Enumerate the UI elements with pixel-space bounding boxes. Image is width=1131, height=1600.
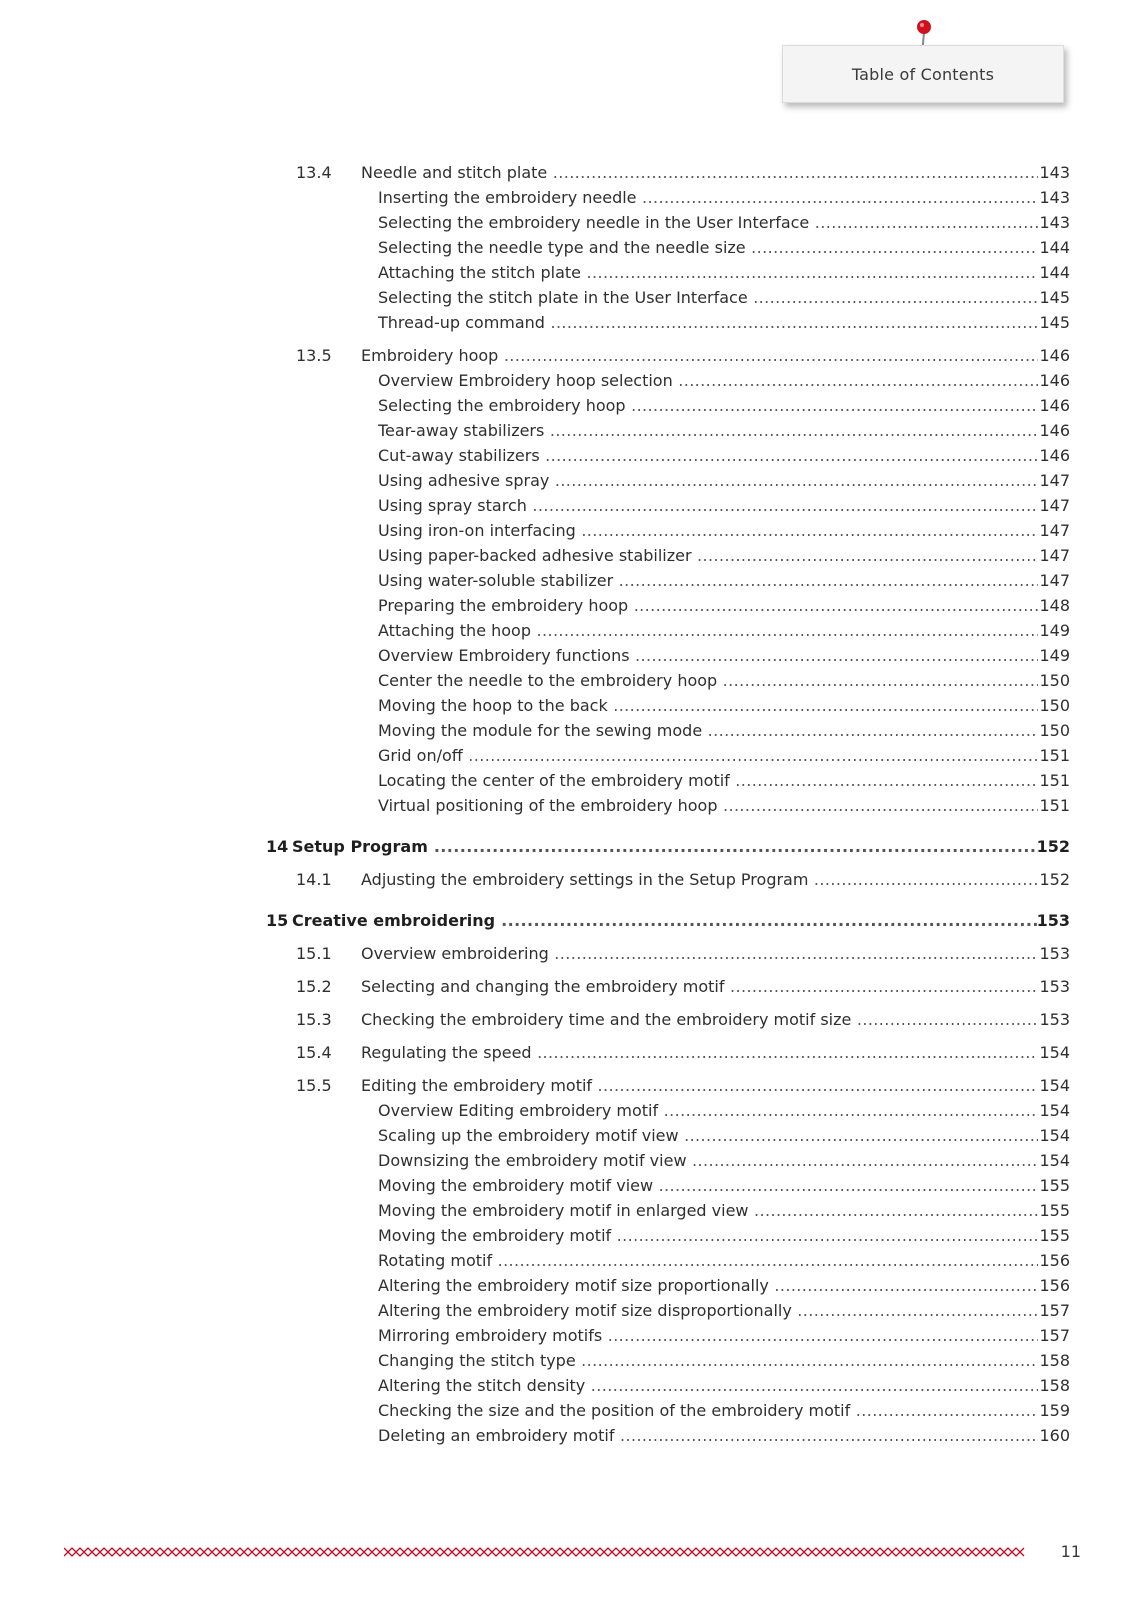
toc-entry[interactable]	[266, 618, 1070, 643]
toc-entry[interactable]	[266, 1348, 1070, 1373]
toc-entry[interactable]	[266, 643, 1070, 668]
toc-page-number: 146	[1039, 396, 1070, 415]
toc-title: Adjusting the embroidery settings in the Setup Program .....	[361, 867, 1038, 892]
toc-number: 14	[266, 837, 289, 856]
toc-page-number: 153	[1039, 1010, 1070, 1029]
toc-section[interactable]	[266, 867, 1070, 892]
toc-title: Creative embroidering .....	[292, 908, 1038, 933]
toc-entry[interactable]	[266, 468, 1070, 493]
toc-entry[interactable]	[266, 693, 1070, 718]
toc-entry[interactable]	[266, 568, 1070, 593]
toc-title: Locating the center of the embroidery motif .....	[378, 768, 1038, 793]
toc-title: Selecting the stitch plate in the User Interface .....	[378, 285, 1038, 310]
toc-page-number: 147	[1039, 571, 1070, 590]
toc-title: Inserting the embroidery needle .....	[378, 185, 1038, 210]
section-tab	[782, 45, 1064, 103]
toc-page-number: 143	[1039, 163, 1070, 182]
toc-entry[interactable]	[266, 1223, 1070, 1248]
toc-entry[interactable]	[266, 1273, 1070, 1298]
toc-title: Moving the embroidery motif .....	[378, 1223, 1038, 1248]
toc-title: Checking the embroidery time and the embroidery motif size .....	[361, 1007, 1038, 1032]
toc-title: Center the needle to the embroidery hoop .....	[378, 668, 1038, 693]
toc-title: Thread-up command .....	[378, 310, 1038, 335]
toc-entry[interactable]	[266, 1173, 1070, 1198]
toc-title: Embroidery hoop .....	[361, 343, 1038, 368]
toc-title: Attaching the stitch plate .....	[378, 260, 1038, 285]
toc-entry[interactable]	[266, 1423, 1070, 1448]
toc-title: Rotating motif .....	[378, 1248, 1038, 1273]
toc-page-number: 154	[1039, 1101, 1070, 1120]
toc-entry[interactable]	[266, 418, 1070, 443]
toc-entry[interactable]	[266, 593, 1070, 618]
toc-entry[interactable]	[266, 1323, 1070, 1348]
toc-number: 15.3	[296, 1010, 332, 1029]
toc-title: Moving the embroidery motif view .....	[378, 1173, 1038, 1198]
toc-page-number: 143	[1039, 213, 1070, 232]
toc-title: Setup Program .....	[292, 834, 1038, 859]
toc-title: Mirroring embroidery motifs .....	[378, 1323, 1038, 1348]
toc-page-number: 144	[1039, 238, 1070, 257]
toc-title: Virtual positioning of the embroidery hoop .....	[378, 793, 1038, 818]
toc-chapter[interactable]	[266, 908, 1070, 933]
toc-number: 15.2	[296, 977, 332, 996]
toc-page-number: 151	[1039, 746, 1070, 765]
toc-entry[interactable]	[266, 185, 1070, 210]
toc-section[interactable]	[266, 343, 1070, 368]
toc-page-number: 149	[1039, 646, 1070, 665]
toc-section[interactable]	[266, 974, 1070, 999]
toc-title: Overview Embroidery functions .....	[378, 643, 1038, 668]
toc-number: 15	[266, 911, 289, 930]
toc-entry[interactable]	[266, 210, 1070, 235]
toc-title: Needle and stitch plate .....	[361, 160, 1038, 185]
toc-page-number: 152	[1039, 870, 1070, 889]
toc-entry[interactable]	[266, 518, 1070, 543]
toc-page-number: 155	[1039, 1201, 1070, 1220]
toc-title: Altering the embroidery motif size disproportionally .....	[378, 1298, 1038, 1323]
toc-entry[interactable]	[266, 1148, 1070, 1173]
toc-page-number: 147	[1039, 521, 1070, 540]
toc-title: Altering the stitch density .....	[378, 1373, 1038, 1398]
toc-entry[interactable]	[266, 718, 1070, 743]
toc-page-number: 158	[1039, 1376, 1070, 1395]
toc-page-number: 145	[1039, 313, 1070, 332]
toc-section[interactable]	[266, 941, 1070, 966]
table-of-contents	[266, 160, 1070, 1448]
toc-title: Downsizing the embroidery motif view .....	[378, 1148, 1038, 1173]
toc-title: Overview embroidering .....	[361, 941, 1038, 966]
toc-entry[interactable]	[266, 368, 1070, 393]
toc-page-number: 154	[1039, 1043, 1070, 1062]
toc-page-number: 157	[1039, 1301, 1070, 1320]
toc-page-number: 151	[1039, 796, 1070, 815]
toc-page-number: 144	[1039, 263, 1070, 282]
toc-page-number: 146	[1039, 421, 1070, 440]
toc-page-number: 150	[1039, 721, 1070, 740]
toc-number: 15.1	[296, 944, 332, 963]
toc-section[interactable]	[266, 1007, 1070, 1032]
toc-title: Moving the module for the sewing mode .....	[378, 718, 1038, 743]
toc-section[interactable]	[266, 1073, 1070, 1098]
toc-entry[interactable]	[266, 793, 1070, 818]
toc-number: 13.4	[296, 163, 332, 182]
toc-entry[interactable]	[266, 1123, 1070, 1148]
toc-number: 15.4	[296, 1043, 332, 1062]
toc-page-number: 147	[1039, 471, 1070, 490]
toc-page-number: 148	[1039, 596, 1070, 615]
toc-title: Changing the stitch type .....	[378, 1348, 1038, 1373]
toc-title: Selecting the embroidery hoop .....	[378, 393, 1038, 418]
toc-entry[interactable]	[266, 1198, 1070, 1223]
toc-title: Using iron-on interfacing .....	[378, 518, 1038, 543]
toc-page-number: 155	[1039, 1176, 1070, 1195]
toc-page-number: 151	[1039, 771, 1070, 790]
toc-page-number: 158	[1039, 1351, 1070, 1370]
toc-entry[interactable]	[266, 493, 1070, 518]
toc-entry[interactable]	[266, 768, 1070, 793]
toc-number: 15.5	[296, 1076, 332, 1095]
toc-title: Scaling up the embroidery motif view .....	[378, 1123, 1038, 1148]
toc-page-number: 146	[1039, 446, 1070, 465]
toc-page-number: 154	[1039, 1151, 1070, 1170]
toc-page-number: 152	[1036, 837, 1070, 856]
toc-page-number: 149	[1039, 621, 1070, 640]
toc-entry[interactable]	[266, 1098, 1070, 1123]
toc-number: 13.5	[296, 346, 332, 365]
toc-title: Selecting and changing the embroidery motif .....	[361, 974, 1038, 999]
toc-title: Selecting the needle type and the needle size .....	[378, 235, 1038, 260]
toc-page-number: 146	[1039, 371, 1070, 390]
toc-page-number: 147	[1039, 546, 1070, 565]
toc-entry[interactable]	[266, 1248, 1070, 1273]
toc-title: Checking the size and the position of the embroidery motif .....	[378, 1398, 1038, 1423]
toc-title: Using water-soluble stabilizer .....	[378, 568, 1038, 593]
toc-entry[interactable]	[266, 543, 1070, 568]
toc-section[interactable]	[266, 1040, 1070, 1065]
toc-title: Using spray starch .....	[378, 493, 1038, 518]
toc-entry[interactable]	[266, 443, 1070, 468]
toc-entry[interactable]	[266, 260, 1070, 285]
toc-page-number: 143	[1039, 188, 1070, 207]
toc-title: Moving the embroidery motif in enlarged view .....	[378, 1198, 1038, 1223]
toc-entry[interactable]	[266, 743, 1070, 768]
toc-entry[interactable]	[266, 1398, 1070, 1423]
toc-title: Cut-away stabilizers .....	[378, 443, 1038, 468]
toc-entry[interactable]	[266, 1298, 1070, 1323]
zigzag-border	[64, 1545, 1026, 1559]
toc-section[interactable]	[266, 160, 1070, 185]
toc-chapter[interactable]	[266, 834, 1070, 859]
toc-entry[interactable]	[266, 235, 1070, 260]
toc-page-number: 155	[1039, 1226, 1070, 1245]
toc-title: Editing the embroidery motif .....	[361, 1073, 1038, 1098]
toc-page-number: 154	[1039, 1076, 1070, 1095]
toc-title: Moving the hoop to the back .....	[378, 693, 1038, 718]
toc-entry[interactable]	[266, 310, 1070, 335]
toc-page-number: 157	[1039, 1326, 1070, 1345]
toc-title: Regulating the speed .....	[361, 1040, 1038, 1065]
toc-page-number: 145	[1039, 288, 1070, 307]
toc-title: Using paper-backed adhesive stabilizer .....	[378, 543, 1038, 568]
toc-page-number: 150	[1039, 696, 1070, 715]
toc-title: Overview Editing embroidery motif .....	[378, 1098, 1038, 1123]
toc-page-number: 153	[1036, 911, 1070, 930]
toc-title: Altering the embroidery motif size proportionally .....	[378, 1273, 1038, 1298]
toc-title: Using adhesive spray .....	[378, 468, 1038, 493]
toc-page-number: 156	[1039, 1276, 1070, 1295]
toc-page-number: 153	[1039, 977, 1070, 996]
toc-page-number: 160	[1039, 1426, 1070, 1445]
toc-title: Attaching the hoop .....	[378, 618, 1038, 643]
toc-title: Overview Embroidery hoop selection .....	[378, 368, 1038, 393]
section-tab-title: Table of Contents	[851, 65, 995, 84]
toc-entry[interactable]	[266, 668, 1070, 693]
toc-entry[interactable]	[266, 1373, 1070, 1398]
toc-title: Deleting an embroidery motif .....	[378, 1423, 1038, 1448]
toc-page-number: 154	[1039, 1126, 1070, 1145]
toc-entry[interactable]	[266, 285, 1070, 310]
toc-title: Tear-away stabilizers .....	[378, 418, 1038, 443]
toc-title: Grid on/off .....	[378, 743, 1038, 768]
toc-title: Preparing the embroidery hoop .....	[378, 593, 1038, 618]
toc-page-number: 146	[1039, 346, 1070, 365]
toc-number: 14.1	[296, 870, 332, 889]
toc-page-number: 150	[1039, 671, 1070, 690]
toc-entry[interactable]	[266, 393, 1070, 418]
toc-page-number: 156	[1039, 1251, 1070, 1270]
toc-page-number: 153	[1039, 944, 1070, 963]
toc-title: Selecting the embroidery needle in the User Interface .....	[378, 210, 1038, 235]
toc-page-number: 159	[1039, 1401, 1070, 1420]
page-number: 11	[1060, 1542, 1081, 1561]
toc-page-number: 147	[1039, 496, 1070, 515]
